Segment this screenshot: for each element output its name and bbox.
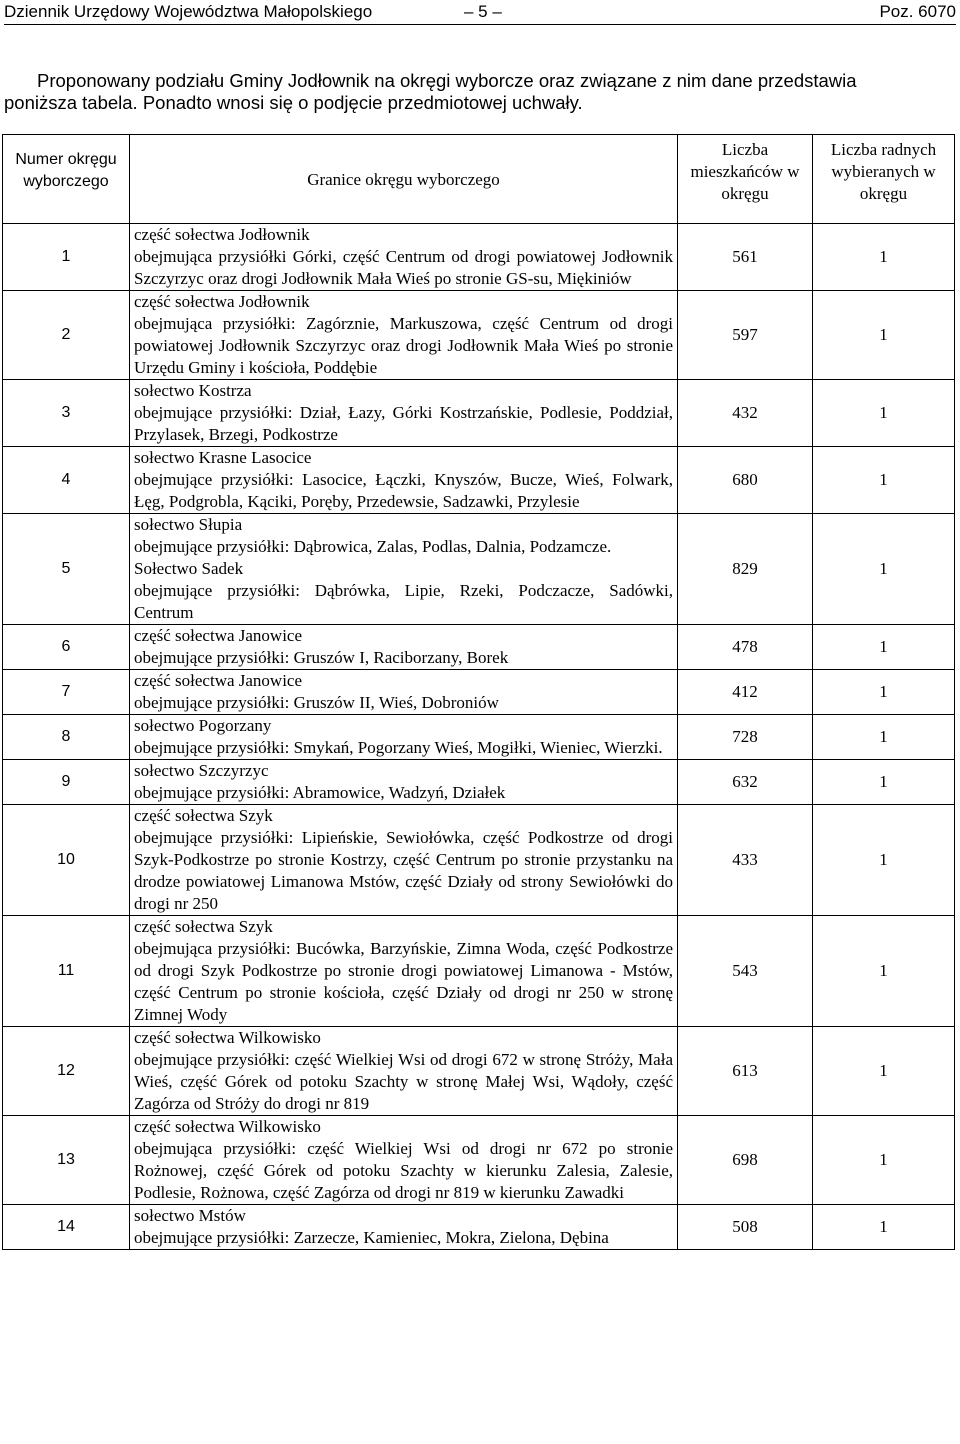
district-number: 7 [3, 670, 130, 715]
district-number: 14 [3, 1205, 130, 1250]
population-count: 680 [678, 447, 813, 514]
table-row [3, 380, 955, 447]
bounds-line: część sołectwa Szyk [134, 917, 273, 936]
table-row [3, 1116, 955, 1205]
bounds-line: sołectwo Krasne Lasocice [134, 448, 312, 467]
bounds-line: sołectwo Mstów [134, 1206, 246, 1225]
bounds-line: sołectwo Kostrza [134, 381, 252, 400]
table-row [3, 625, 955, 670]
intro-line-2: poniższa tabela. Ponadto wnosi się o podjęcie przedmiotowej uchwały. [4, 92, 583, 113]
header-seats: Liczba radnych wybieranych w okręgu [813, 135, 955, 224]
population-count: 543 [678, 916, 813, 1027]
seats-count: 1 [813, 224, 955, 291]
header-rule [4, 24, 956, 25]
page-header [4, 0, 956, 26]
district-bounds [130, 916, 678, 1027]
district-bounds [130, 670, 678, 715]
population-count: 597 [678, 291, 813, 380]
district-bounds [130, 224, 678, 291]
header-district-bounds: Granice okręgu wyborczego [130, 135, 678, 224]
bounds-line: obejmująca przysiółki: Zagórznie, Markuszowa, część Centrum od drogi powiatowej Jodłownik Szczyrzyc oraz drogi Jodłownik Mała Wieś po stronie Urzędu Gminy i kościoła, Poddębie [134, 314, 673, 377]
population-count: 698 [678, 1116, 813, 1205]
district-number: 13 [3, 1116, 130, 1205]
seats-count: 1 [813, 715, 955, 760]
population-count: 412 [678, 670, 813, 715]
population-count: 632 [678, 760, 813, 805]
bounds-line: obejmująca przysiółki Górki, część Centrum od drogi powiatowej Jodłownik Szczyrzyc oraz drogi Jodłownik Mała Wieś po stronie GS-su, Miękiniów [134, 247, 673, 288]
district-bounds [130, 625, 678, 670]
district-bounds [130, 291, 678, 380]
seats-count: 1 [813, 805, 955, 916]
bounds-line: obejmująca przysiółki: część Wielkiej Wsi od drogi nr 672 po stronie Rożnowej, część Górek od potoku Szachty w kierunku Zalesia, Zalesie, Podlesie, Rożnowa, część Zagórza od drogi nr 819 w kierunku Zawadki [134, 1139, 673, 1202]
seats-count: 1 [813, 1205, 955, 1250]
seats-count: 1 [813, 916, 955, 1027]
table-row [3, 670, 955, 715]
bounds-line: obejmujące przysiółki: Dział, Łazy, Górki Kostrzańskie, Podlesie, Poddział, Przylasek, Brzegi, Podkostrze [134, 403, 673, 444]
bounds-line: obejmujące przysiółki: Dąbrówka, Lipie, Rzeki, Podczacze, Sadówki, Centrum [134, 581, 673, 622]
bounds-line: część sołectwa Janowice [134, 626, 303, 645]
bounds-line: część sołectwa Jodłownik [134, 292, 310, 311]
district-bounds [130, 715, 678, 760]
bounds-line: obejmujące przysiółki: Zarzecze, Kamieniec, Mokra, Zielona, Dębina [134, 1228, 609, 1247]
seats-count: 1 [813, 380, 955, 447]
bounds-line: obejmujące przysiółki: Dąbrowica, Zalas, Podlas, Dalnia, Podzamcze. [134, 537, 612, 556]
intro-paragraph [4, 70, 952, 114]
districts-table [2, 134, 955, 1250]
bounds-line: obejmujące przysiółki: Lasocice, Łączki, Knyszów, Bucze, Wieś, Folwark, Łęg, Podgrobla, Kąciki, Poręby, Przedewsie, Sadzawki, Przylesie [134, 470, 673, 511]
district-number: 5 [3, 514, 130, 625]
bounds-line: część sołectwa Jodłownik [134, 225, 310, 244]
table-row [3, 447, 955, 514]
district-bounds [130, 514, 678, 625]
district-number: 4 [3, 447, 130, 514]
bounds-line: obejmujące przysiółki: Gruszów I, Raciborzany, Borek [134, 648, 509, 667]
seats-count: 1 [813, 447, 955, 514]
district-number: 11 [3, 916, 130, 1027]
header-district-number: Numer okręgu wyborczego [3, 135, 130, 224]
district-bounds [130, 380, 678, 447]
district-number: 6 [3, 625, 130, 670]
district-number: 10 [3, 805, 130, 916]
bounds-line: sołectwo Szczyrzyc [134, 761, 269, 780]
district-bounds [130, 1027, 678, 1116]
seats-count: 1 [813, 291, 955, 380]
seats-count: 1 [813, 514, 955, 625]
district-bounds [130, 1116, 678, 1205]
district-number: 2 [3, 291, 130, 380]
bounds-line: obejmujące przysiółki: część Wielkiej Wsi od drogi 672 w stronę Stróży, Mała Wieś, część Górek od potoku Szachty w stronę Małej Wsi, Wądoły, część Zagórza od Stróży do drogi nr 819 [134, 1050, 673, 1113]
table-row [3, 760, 955, 805]
district-number: 12 [3, 1027, 130, 1116]
seats-count: 1 [813, 1027, 955, 1116]
bounds-line: część sołectwa Szyk [134, 806, 273, 825]
district-number: 9 [3, 760, 130, 805]
district-bounds [130, 805, 678, 916]
intro-line-1: Proponowany podziału Gminy Jodłownik na okręgi wyborcze oraz związane z nim dane przedstawia [37, 70, 857, 91]
table-row [3, 805, 955, 916]
table-row [3, 514, 955, 625]
district-bounds [130, 760, 678, 805]
bounds-line: obejmujące przysiółki: Lipieńskie, Sewiołówka, część Podkostrze od drogi Szyk-Podkostrze po stronie Kostrzy, część Centrum po stronie przystanku na drodze powiatowej Limanowa Mstów, część Działy od strony Sewiołówki do drogi nr 250 [134, 828, 673, 913]
district-bounds [130, 1205, 678, 1250]
district-number: 8 [3, 715, 130, 760]
population-count: 613 [678, 1027, 813, 1116]
bounds-line: obejmujące przysiółki: Smykań, Pogorzany Wieś, Mogiłki, Wieniec, Wierzki. [134, 738, 663, 757]
bounds-line: sołectwo Słupia [134, 515, 243, 534]
table-row [3, 715, 955, 760]
population-count: 561 [678, 224, 813, 291]
population-count: 508 [678, 1205, 813, 1250]
table-row [3, 916, 955, 1027]
district-number: 3 [3, 380, 130, 447]
table-header-row [3, 135, 955, 224]
bounds-line: Sołectwo Sadek [134, 559, 244, 578]
seats-count: 1 [813, 670, 955, 715]
seats-count: 1 [813, 625, 955, 670]
page-number: – 5 – [464, 2, 502, 21]
district-number: 1 [3, 224, 130, 291]
population-count: 728 [678, 715, 813, 760]
seats-count: 1 [813, 760, 955, 805]
bounds-line: obejmująca przysiółki: Bucówka, Barzyńskie, Zimna Woda, część Podkostrze od drogi Szyk Podkostrze po stronie drogi powiatowej Limanowa - Mstów, część Centrum po stronie kościoła, część Działy od drogi nr 250 w stronę Zimnej Wody [134, 939, 673, 1024]
header-population: Liczba mieszkańców w okręgu [678, 135, 813, 224]
bounds-line: część sołectwa Wilkowisko [134, 1117, 321, 1136]
population-count: 432 [678, 380, 813, 447]
table-row [3, 224, 955, 291]
population-count: 433 [678, 805, 813, 916]
bounds-line: sołectwo Pogorzany [134, 716, 272, 735]
bounds-line: obejmujące przysiółki: Abramowice, Wadzyń, Działek [134, 783, 506, 802]
seats-count: 1 [813, 1116, 955, 1205]
population-count: 478 [678, 625, 813, 670]
table-body [3, 224, 955, 1250]
bounds-line: część sołectwa Wilkowisko [134, 1028, 321, 1047]
bounds-line: część sołectwa Janowice [134, 671, 303, 690]
table-row [3, 291, 955, 380]
table-row [3, 1205, 955, 1250]
population-count: 829 [678, 514, 813, 625]
table-row [3, 1027, 955, 1116]
bounds-line: obejmujące przysiółki: Gruszów II, Wieś, Dobroniów [134, 693, 499, 712]
district-bounds [130, 447, 678, 514]
journal-title: Dziennik Urzędowy Województwa Małopolskiego [4, 2, 373, 21]
position-number: Poz. 6070 [879, 2, 956, 21]
